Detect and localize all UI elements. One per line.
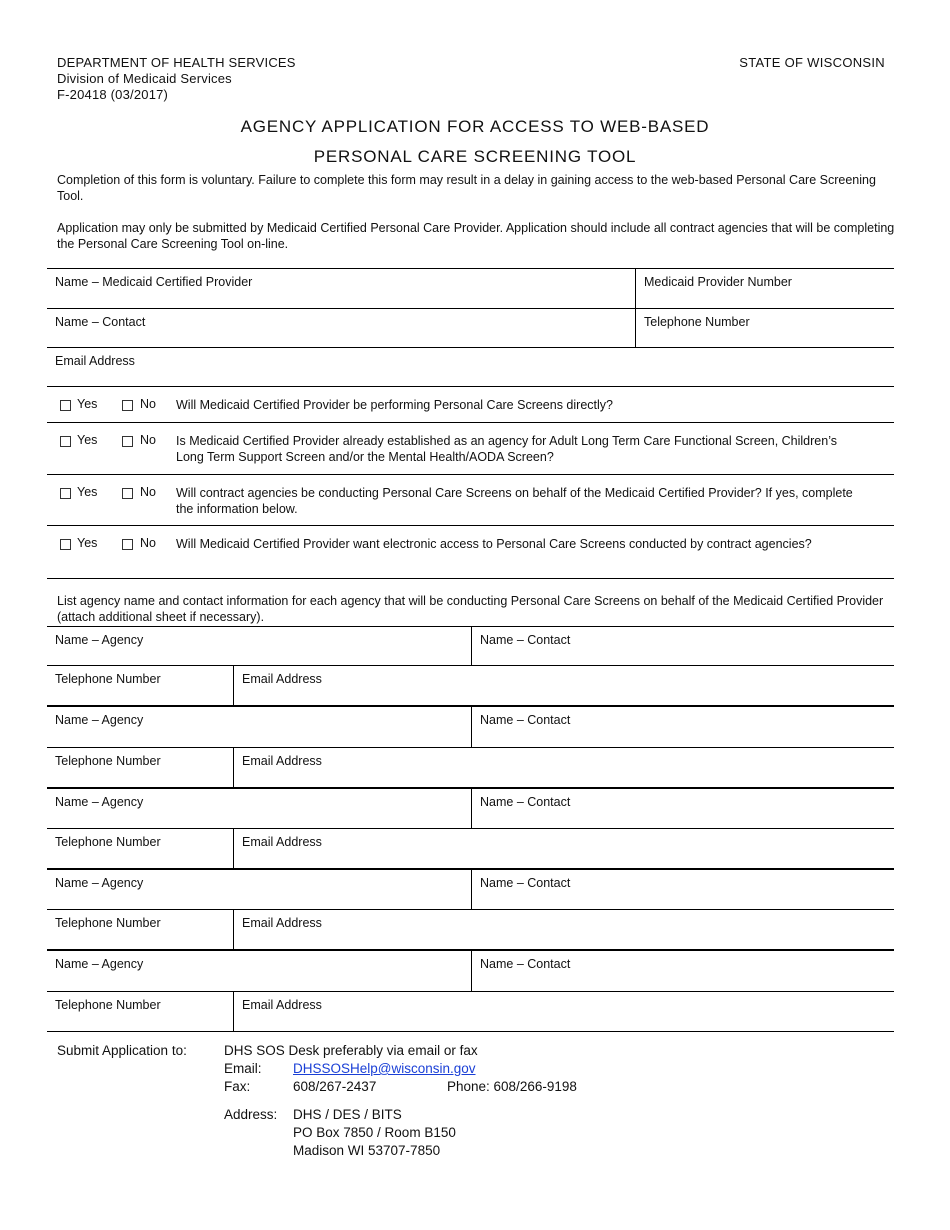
agency-email-field[interactable] [233, 748, 894, 788]
agency-phone-label: Telephone Number [55, 672, 161, 686]
agency-intro: List agency name and contact information for each agency that will be conducting Personal Care Screens on behalf of the Medicaid Certified Provider (attach additional sheet if necessary). [57, 594, 884, 624]
agency-name-label: Name – Agency [55, 876, 144, 890]
contact-name-field[interactable] [47, 309, 635, 348]
agency-phone-row [47, 665, 894, 706]
contact-name-label: Name – Contact [55, 315, 146, 329]
contact-row [47, 308, 894, 348]
agency-email-label: Email Address [242, 998, 322, 1012]
agency-email-label: Email Address [242, 916, 322, 930]
agency-name-row [47, 868, 894, 910]
question-text: Will Medicaid Certified Provider be performing Personal Care Screens directly? [176, 398, 613, 412]
email-label: Email: [224, 1061, 262, 1076]
agency-name-field[interactable] [47, 707, 471, 748]
submit-desk: DHS SOS Desk preferably via email or fax [224, 1043, 478, 1058]
agency-phone-row [47, 909, 894, 950]
no-checkbox[interactable] [122, 436, 133, 447]
phone-number: Phone: 608/266-9198 [447, 1079, 577, 1094]
agency-name-field[interactable] [47, 627, 471, 666]
agency-email-field[interactable] [233, 829, 894, 869]
agency-phone-field[interactable] [47, 910, 233, 950]
agency-name-label: Name – Agency [55, 713, 144, 727]
agency-contact-label: Name – Contact [480, 795, 571, 809]
address-line-2: PO Box 7850 / Room B150 [293, 1125, 456, 1140]
agency-phone-label: Telephone Number [55, 916, 161, 930]
agency-phone-field[interactable] [47, 992, 233, 1031]
agency-email-label: Email Address [242, 754, 322, 768]
agency-phone-label: Telephone Number [55, 835, 161, 849]
agency-email-label: Email Address [242, 672, 322, 686]
agency-phone-field[interactable] [47, 666, 233, 706]
agency-contact-label: Name – Contact [480, 633, 571, 647]
contact-phone-label: Telephone Number [644, 315, 750, 329]
no-label: No [140, 397, 156, 411]
fax-label: Fax: [224, 1079, 251, 1094]
page-title [0, 112, 950, 172]
title-line-2: PERSONAL CARE SCREENING TOOL [313, 147, 637, 166]
agency-contact-field[interactable] [471, 870, 894, 910]
agency-name-label: Name – Agency [55, 795, 144, 809]
agency-name-field[interactable] [47, 951, 471, 992]
intro-paragraph-1: Completion of this form is voluntary. Failure to complete this form may result in a delay in gaining access to the web-based Personal Care Screening Tool. [57, 173, 876, 203]
no-checkbox[interactable] [122, 539, 133, 550]
agency-contact-label: Name – Contact [480, 957, 571, 971]
agency-email-field[interactable] [233, 992, 894, 1031]
question-row [47, 422, 894, 475]
agency-name-row [47, 626, 894, 666]
provider-row [47, 268, 894, 309]
form-id: F-20418 (03/2017) [57, 87, 169, 102]
address-line-1: DHS / DES / BITS [293, 1107, 402, 1122]
agency-phone-row [47, 991, 894, 1032]
agency-name-row [47, 705, 894, 748]
agency-name-label: Name – Agency [55, 633, 144, 647]
question-row [47, 525, 894, 579]
agency-contact-field[interactable] [471, 789, 894, 829]
yes-label: Yes [77, 485, 98, 499]
submit-email-link[interactable]: DHSSOSHelp@wisconsin.gov [293, 1061, 476, 1076]
agency-phone-row [47, 828, 894, 869]
yes-checkbox[interactable] [60, 436, 71, 447]
question-row [47, 474, 894, 526]
yes-checkbox[interactable] [60, 488, 71, 499]
agency-phone-label: Telephone Number [55, 998, 161, 1012]
fax-number: 608/267-2437 [293, 1079, 377, 1094]
no-checkbox[interactable] [122, 488, 133, 499]
agency-contact-field[interactable] [471, 627, 894, 666]
agency-email-field[interactable] [233, 910, 894, 950]
question-text: Is Medicaid Certified Provider already established as an agency for Adult Long Term Care Functional Screen, Children’s Long Term Support Screen and/or the Mental Health/AODA Screen? [176, 434, 837, 464]
agency-email-field[interactable] [233, 666, 894, 706]
address-line-3: Madison WI 53707-7850 [293, 1143, 441, 1158]
department-name: DEPARTMENT OF HEALTH SERVICES [57, 55, 296, 70]
no-checkbox[interactable] [122, 400, 133, 411]
state-name: STATE OF WISCONSIN [739, 55, 885, 70]
submit-label: Submit Application to: [57, 1043, 187, 1058]
form-header [57, 55, 296, 103]
agency-contact-label: Name – Contact [480, 876, 571, 890]
agency-contact-field[interactable] [471, 707, 894, 748]
agency-phone-field[interactable] [47, 829, 233, 869]
division-name: Division of Medicaid Services [57, 71, 232, 86]
agency-email-label: Email Address [242, 835, 322, 849]
intro-paragraph-2: Application may only be submitted by Medicaid Certified Personal Care Provider. Application should include all contract agencies that will be completing the Personal Care Screening Tool on-line. [57, 221, 895, 251]
provider-number-field[interactable] [635, 269, 894, 309]
provider-number-label: Medicaid Provider Number [644, 275, 792, 289]
question-row [47, 386, 894, 423]
question-text: Will contract agencies be conducting Personal Care Screens on behalf of the Medicaid Certified Provider? If yes, complete the information below. [176, 486, 853, 516]
agency-name-field[interactable] [47, 789, 471, 829]
agency-contact-label: Name – Contact [480, 713, 571, 727]
contact-phone-field[interactable] [635, 309, 894, 348]
yes-label: Yes [77, 536, 98, 550]
agency-phone-label: Telephone Number [55, 754, 161, 768]
question-text: Will Medicaid Certified Provider want electronic access to Personal Care Screens conducted by contract agencies? [176, 537, 812, 551]
no-label: No [140, 433, 156, 447]
no-label: No [140, 485, 156, 499]
yes-label: Yes [77, 397, 98, 411]
no-label: No [140, 536, 156, 550]
yes-label: Yes [77, 433, 98, 447]
agency-phone-field[interactable] [47, 748, 233, 788]
provider-name-label: Name – Medicaid Certified Provider [55, 275, 253, 289]
email-row [47, 347, 894, 387]
agency-contact-field[interactable] [471, 951, 894, 992]
agency-name-field[interactable] [47, 870, 471, 910]
agency-phone-row [47, 747, 894, 788]
title-line-1: AGENCY APPLICATION FOR ACCESS TO WEB-BASED [240, 117, 710, 136]
address-label: Address: [224, 1107, 278, 1122]
yes-checkbox[interactable] [60, 539, 71, 550]
provider-name-field[interactable] [47, 269, 635, 309]
provider-email-label: Email Address [55, 354, 135, 368]
agency-name-label: Name – Agency [55, 957, 144, 971]
yes-checkbox[interactable] [60, 400, 71, 411]
agency-name-row [47, 787, 894, 829]
provider-email-field[interactable] [47, 348, 894, 387]
agency-name-row [47, 949, 894, 992]
